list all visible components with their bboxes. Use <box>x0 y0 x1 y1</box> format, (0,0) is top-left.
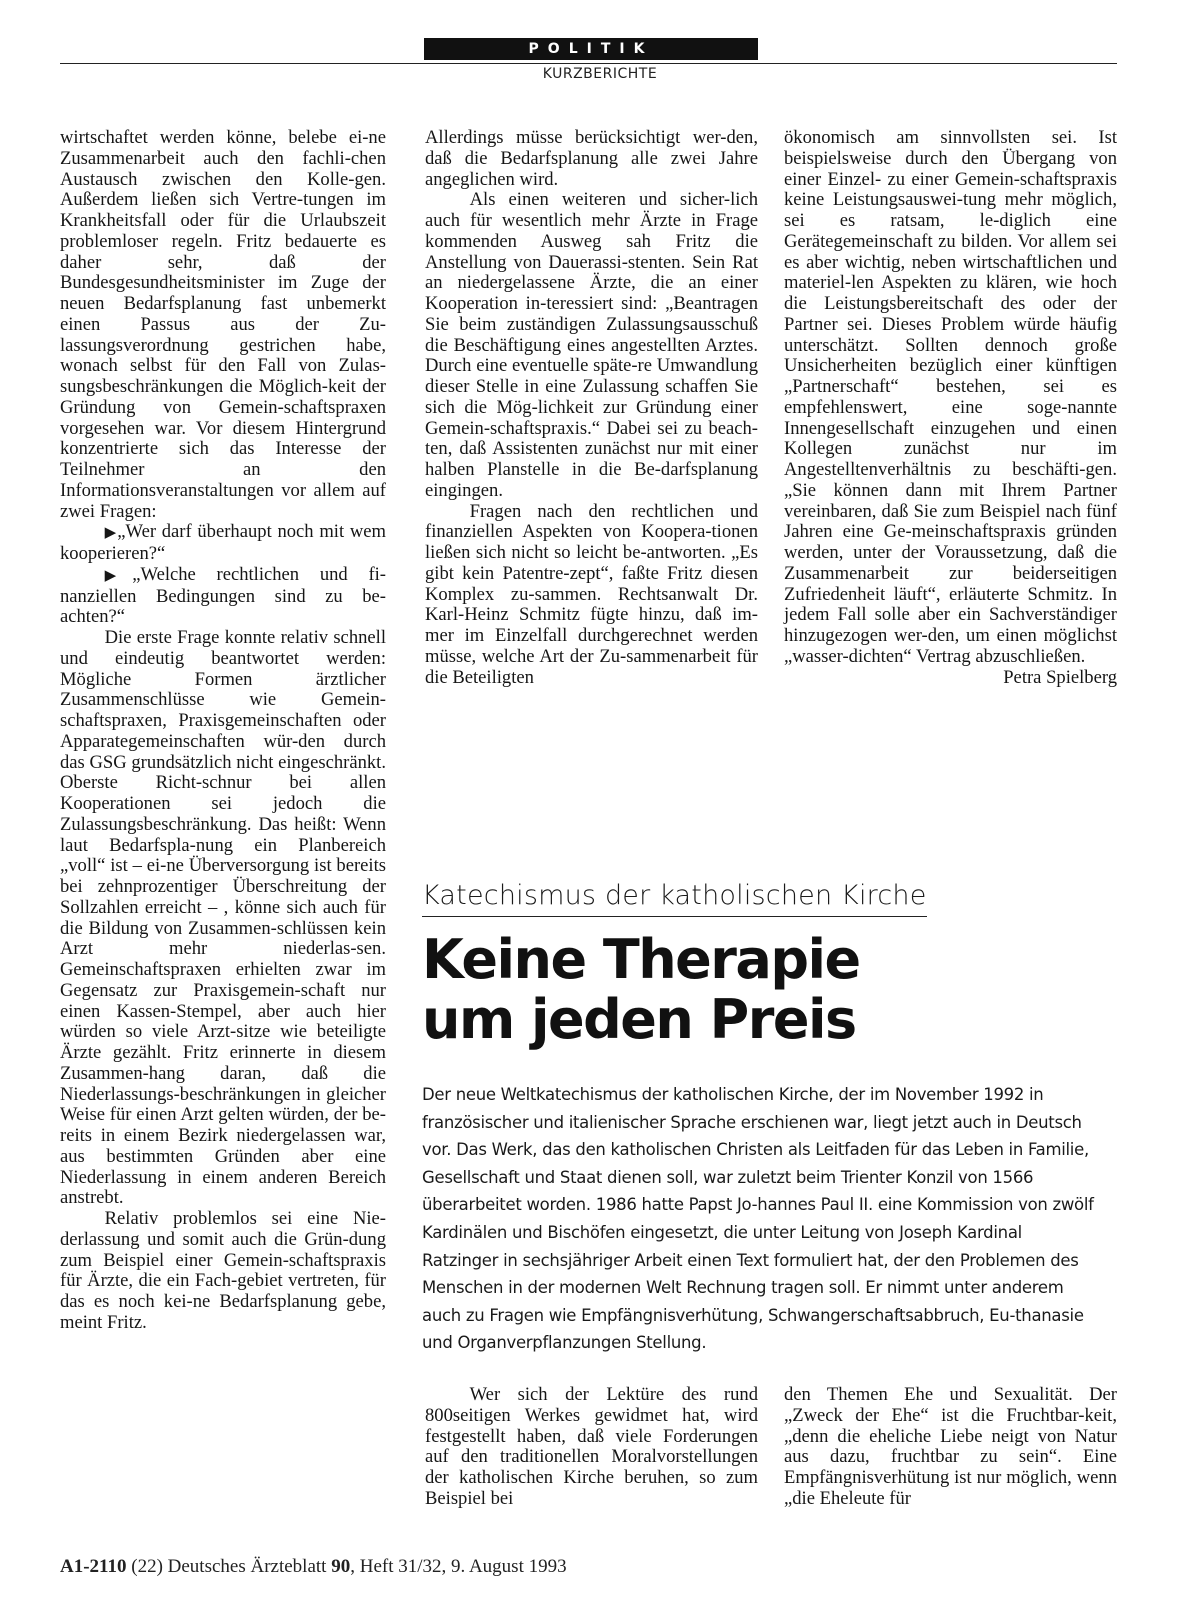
article-column-1 <box>60 128 386 1334</box>
header-rule <box>60 63 1117 64</box>
paragraph: wirtschaftet werden könne, belebe ei-ne Zusammenarbeit auch den fachli-chen Austausch zwischen den Kolle-gen. Außerdem ließen sich Vertre-tungen im Krankheitsfall oder für die Urlaubszeit problemloser regeln. Fritz bedauerte es daher sehr, daß der Bundesgesundheitsminister im Zuge der neuen Bedarfsplanung fast unbemerkt einen Passus aus der Zu-lassungsverordnung gestrichen habe, wonach selbst für den Fall von Zulas-sungsbeschränkungen die Möglich-keit der Gründung von Gemein-schaftspraxen vorgesehen war. Vor diesem Hintergrund konzentrierte sich das Interesse der Teilnehmer an den Informationsveranstaltungen vor allem auf zwei Fragen: <box>60 127 386 522</box>
footer-volume: 90 <box>331 1556 351 1577</box>
bullet-text: „Wer darf überhaupt noch mit wem kooperieren?“ <box>60 521 386 564</box>
page-footer <box>60 1556 567 1578</box>
article-lead: Der neue Weltkatechismus der katholischen Kirche, der im November 1992 in französischer und italienischer Sprache erschienen war, liegt jetzt auch in Deutsch vor. Das Werk, das den katholischen Christen als Leitfaden für das Leben in Familie, Gesellschaft und Staat dienen soll, war zuletzt beim Trienter Konzil von 1566 überarbeitet worden. 1986 hatte Papst Jo-hannes Paul II. eine Kommission von zwölf Kardinälen und Bischöfen eingesetzt, die unter Leitung von Joseph Kardinal Ratzinger in sechsjähriger Arbeit einen Text formuliert hat, der den Problemen des Menschen in der modernen Welt Rechnung tragen soll. Er nimmt unter anderem auch zu Fragen wie Empfängnisverhütung, Schwangerschaftsabbruch, Eu-thanasie und Organverpflanzungen Stellung. <box>422 1085 1094 1354</box>
bullet-triangle-icon: ▶ <box>104 525 118 542</box>
bullet-text: „Welche rechtlichen und fi-nanziellen Bedingungen sind zu be-achten?“ <box>60 563 386 628</box>
article-headline <box>422 930 1112 1050</box>
paragraph: Wer sich der Lektüre des rund 800seitigen Werkes gewidmet hat, wird festgestellt haben, daß viele Forderungen auf den traditionellen Moralvorstellungen der katholischen Kirche beruhen, so zum Beispiel bei <box>425 1384 758 1509</box>
paragraph: Relativ problemlos sei eine Nie-derlassung und somit auch die Grün-dung zum Beispiel einer Gemein-schaftspraxis für Ärzte, die ein Fach-gebiet vertreten, für das es noch kei-ne Bedarfsplanung gebe, meint Fritz. <box>60 1208 386 1333</box>
article-column-3 <box>784 128 1117 688</box>
article2-column-1 <box>425 1385 758 1510</box>
bullet-item <box>60 522 386 565</box>
paragraph: Allerdings müsse berücksichtigt wer-den, daß die Bedarfsplanung alle zwei Jahre angeglichen wird. <box>425 127 758 190</box>
article-column-2 <box>425 128 758 688</box>
page-number: A1-2110 <box>60 1556 127 1577</box>
paragraph: den Themen Ehe und Sexualität. Der „Zweck der Ehe“ ist die Fruchtbar-keit, „denn die eheliche Liebe neigt von Natur aus dazu, fruchtbar zu sein“. Eine Empfängnisverhütung ist nur möglich, wenn „die Eheleute für <box>784 1384 1117 1509</box>
bullet-triangle-icon: ▶ <box>104 567 133 584</box>
footer-source: (22) Deutsches Ärzteblatt <box>131 1556 327 1577</box>
footer-issue: , Heft 31/32, 9. August 1993 <box>350 1556 567 1577</box>
author-byline: Petra Spielberg <box>1003 666 1117 688</box>
article2-column-2 <box>784 1385 1117 1510</box>
paragraph: ökonomisch am sinnvollsten sei. Ist beispielsweise durch den Übergang von einer Einzel- zu einer Gemein-schaftspraxis keine Leistungsauswei-tung mehr möglich, sei es ratsam, le-diglich eine Gerätegemeinschaft zu bilden. Vor allem sei es aber wichtig, neben wirtschaftlichen und materiel-len Aspekten zu klären, wie hoch die Leistungsbereitschaft des oder der Partner sei. Dieses Problem würde häufig unterschätzt. Sollten dennoch große Unsicherheiten bezüglich einer künftigen „Partnerschaft“ bestehen, sei es empfehlenswert, eine soge-nannte Innengesellschaft einzugehen und einen Kollegen zunächst nur im Angestelltenverhältnis zu beschäfti-gen. „Sie können dann mit Ihrem Partner vereinbaren, daß Sie zum Beispiel nach fünf Jahren eine Ge-meinschaftspraxis gründen werden, unter der Voraussetzung, daß die Zusammenarbeit zur beiderseitigen Zufriedenheit läuft“, erläuterte Schmitz. In jedem Fall solle aber ein Sachverständiger hinzugezogen wer-den, um einen möglichst „wasser-dichten“ Vertrag abzuschließen. <box>784 127 1117 667</box>
paragraph: Fragen nach den rechtlichen und finanziellen Aspekten von Koopera-tionen ließen sich nicht so leicht be-antworten. „Es gibt kein Patentre-zept“, faßte Fritz diesen Komplex zu-sammen. Rechtsanwalt Dr. Karl-Heinz Schmitz fügte hinzu, daß im-mer im Einzelfall durchgerechnet werden müsse, welche Art der Zu-sammenarbeit für die Beteiligten <box>425 500 758 688</box>
headline-line: Keine Therapie <box>422 928 860 991</box>
paragraph: Die erste Frage konnte relativ schnell und eindeutig beantwortet werden: Mögliche Formen ärztlicher Zusammenschlüsse wie Gemein-schaftspraxen, Praxisgemeinschaften oder Apparategemeinschaften wür-den durch das GSG grundsätzlich nicht eingeschränkt. Oberste Richt-schnur bei allen Kooperationen sei jedoch die Zulassungsbeschränkung. Das heißt: Wenn laut Bedarfspla-nung ein Planbereich „voll“ ist – ei-ne Überversorgung ist bereits bei zehnprozentiger Überschreitung der Sollzahlen erreicht – , könne sich auch für die Bildung von Zusammen-schlüssen kein Arzt mehr niederlas-sen. Gemeinschaftspraxen erhielten zwar im Gegensatz zur Praxisgemein-schaft nur einen Kassen-Stempel, aber auch hier würden so viele Arzt-sitze wie beteiligte Ärzte gezählt. Fritz erinnerte in diesem Zusammen-hang daran, daß die Niederlassungs-beschränkungen in gleicher Weise für einen Arzt gelten würden, der be-reits in einem Bezirk niedergelassen war, aus bestimmten Gründen aber eine Niederlassung in einem anderen Bereich anstrebt. <box>60 627 386 1209</box>
section-label: POLITIK <box>424 38 758 60</box>
article-kicker: Katechismus der katholischen Kirche <box>422 880 927 917</box>
headline-line: um jeden Preis <box>422 988 856 1051</box>
paragraph: Als einen weiteren und sicher-lich auch für wesentlich mehr Ärzte in Frage kommenden Ausweg sah Fritz die Anstellung von Dauerassi-stenten. Sein Rat an niedergelassene Ärzte, die an einer Kooperation in-teressiert sind: „Beantragen Sie beim zuständigen Zulassungsausschuß die Beschäftigung eines angestellten Arztes. Durch eine eventuelle späte-re Umwandlung dieser Stelle in eine Zulassung schaffen Sie sich die Mög-lichkeit zur Gründung einer Gemein-schaftspraxis.“ Dabei sei zu beach-ten, daß Assistenten zunächst nur mit einer halben Planstelle in die Be-darfsplanung eingingen. <box>425 189 758 501</box>
bullet-item <box>60 565 386 628</box>
subsection-label: KURZBERICHTE <box>542 66 658 82</box>
